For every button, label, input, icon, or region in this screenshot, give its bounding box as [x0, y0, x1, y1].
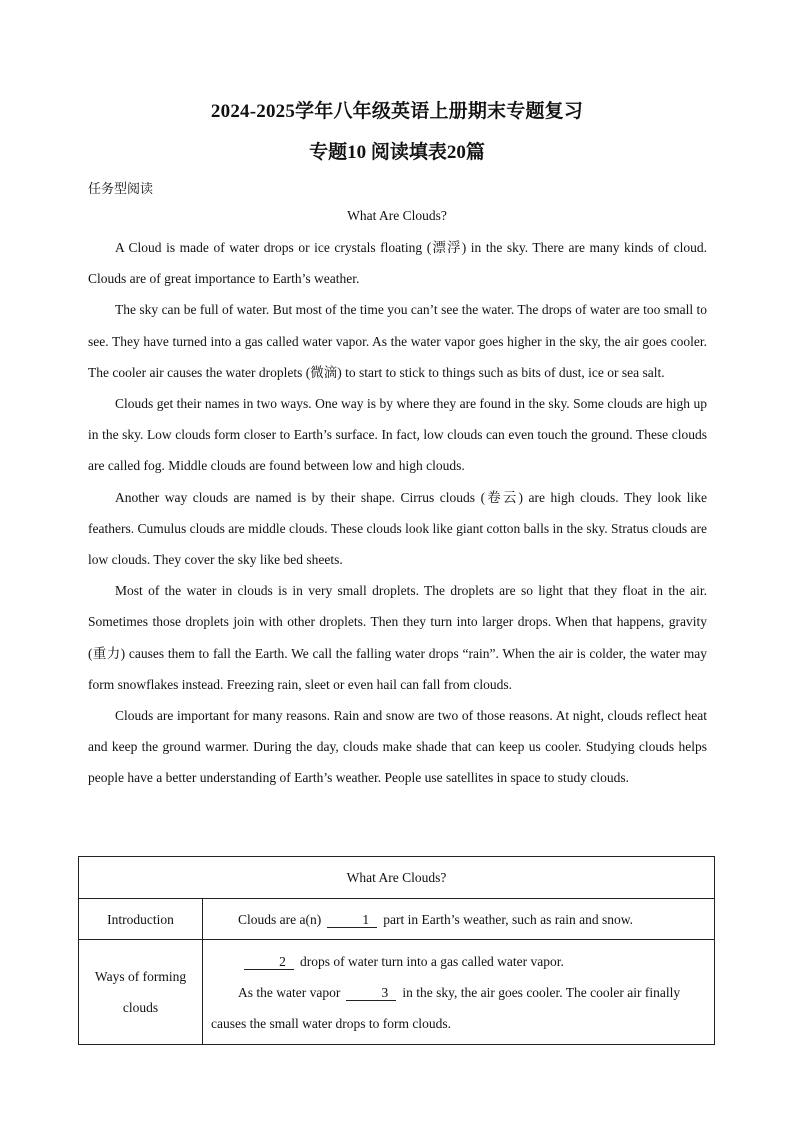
article-body — [88, 232, 707, 794]
paragraph: Clouds get their names in two ways. One way is by where they are found in the sky. Some clouds are high up in the sky. Low clouds form closer to Earth’s surface. In fact, low clouds can even touch the ground. These clouds are called fog. Middle clouds are found between low and high clouds. — [88, 396, 707, 474]
summary-table — [78, 856, 715, 1045]
table-row — [79, 940, 715, 1045]
row-content-introduction — [203, 899, 715, 940]
article-title: What Are Clouds? — [347, 208, 447, 223]
paragraph: Most of the water in clouds is in very small droplets. The droplets are so light that they float in the air. Sometimes those droplets join with other droplets. Then they turn into larger drops. When that happens, gravity (重力) causes them to fall the Earth. We call the falling water drops “rain”. When the air is colder, the water may form snowflakes instead. Freezing rain, sleet or even hail can fall from clouds. — [88, 583, 707, 692]
paragraph: Another way clouds are named is by their shape. Cirrus clouds (卷云) are high clouds. They look like feathers. Cumulus clouds are middle clouds. These clouds look like giant cotton balls in the sky. Stratus clouds are low clouds. They cover the sky like bed sheets. — [88, 489, 707, 568]
answer-blank-2[interactable]: 2 — [244, 955, 294, 970]
text-segment: causes the small water drops to form clouds. — [211, 1015, 451, 1031]
text-segment: drops of water turn into a gas called water vapor. — [300, 953, 564, 969]
answer-blank-3[interactable]: 3 — [346, 986, 396, 1001]
table-heading: What Are Clouds? — [79, 857, 715, 899]
paragraph: A Cloud is made of water drops or ice crystals floating (漂浮) in the sky. There are many kinds of cloud. Clouds are of great importance to Earth’s weather. — [88, 240, 707, 287]
table-row — [79, 899, 715, 940]
row-label-introduction: Introduction — [79, 899, 203, 940]
row-label-ways-of-forming-clouds: Ways of forming clouds — [79, 940, 203, 1045]
text-segment: in the sky, the air goes cooler. The cooler air finally — [402, 984, 681, 1000]
section-label: 任务型阅读 — [88, 182, 154, 197]
document-subtitle: 专题10 阅读填表20篇 — [309, 142, 485, 163]
document-title: 2024-2025学年八年级英语上册期末专题复习 — [210, 101, 584, 122]
text-segment: Clouds are a(n) — [238, 911, 322, 927]
answer-blank-1[interactable]: 1 — [327, 913, 377, 928]
paragraph: Clouds are important for many reasons. Rain and snow are two of those reasons. At night, clouds reflect heat and keep the ground warmer. During the day, clouds make shade that can keep us cooler. Studying clouds helps people have a better understanding of Earth’s weather. People use satellites in space to study clouds. — [88, 708, 707, 786]
text-segment: As the water vapor — [238, 984, 341, 1000]
paragraph: The sky can be full of water. But most of the time you can’t see the water. The drops of water are too small to see. They have turned into a gas called water vapor. As the water vapor goes higher in the sky, the air goes cooler. The cooler air causes the water droplets (微滴) to start to stick to things such as bits of dust, ice or sea salt. — [88, 302, 707, 380]
text-segment: part in Earth’s weather, such as rain and snow. — [383, 911, 633, 927]
row-content-ways-of-forming-clouds — [203, 940, 715, 1045]
